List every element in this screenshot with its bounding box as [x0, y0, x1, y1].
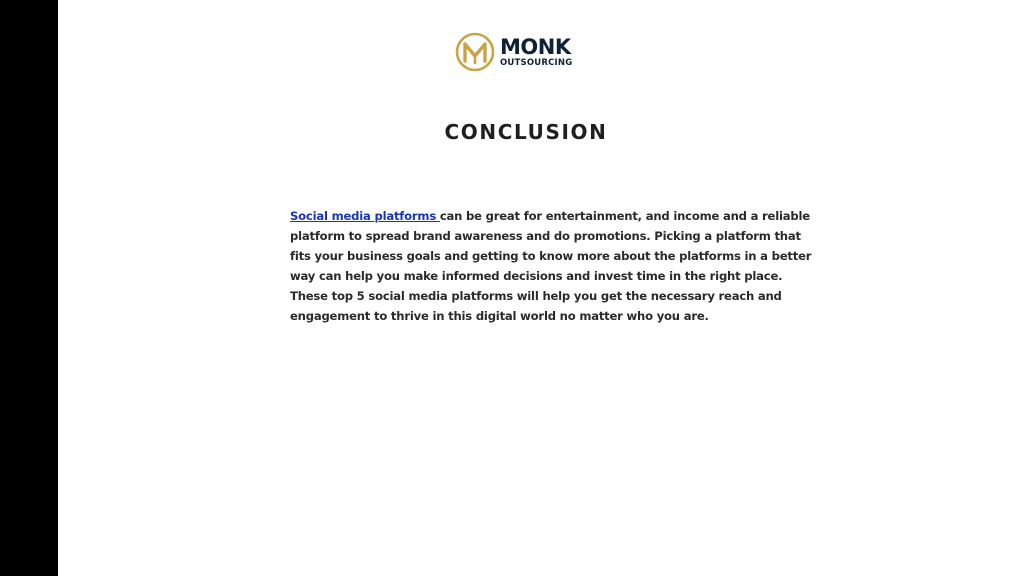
paragraph-text: can be great for entertainment, and income and a reliable platform to spread brand awareness and do promotions. Picking a platform that fits your business goals and getting to know more about the platforms in a better way can help you make informed decisions and invest time in the right place. These top 5 social media platforms will help you get the necessary reach and engagement to thrive in this digital world no matter who you are.: [290, 209, 812, 323]
conclusion-paragraph: [290, 206, 812, 326]
brand-logo: [455, 32, 572, 72]
social-media-platforms-link[interactable]: Social media platforms: [290, 209, 440, 223]
logo-name: MONK: [500, 34, 571, 59]
logo-subtitle: OUTSOURCING: [500, 57, 573, 68]
page-title: CONCLUSION: [444, 120, 608, 144]
monk-m-logo-icon: [455, 32, 495, 72]
left-black-bar: [0, 0, 58, 576]
